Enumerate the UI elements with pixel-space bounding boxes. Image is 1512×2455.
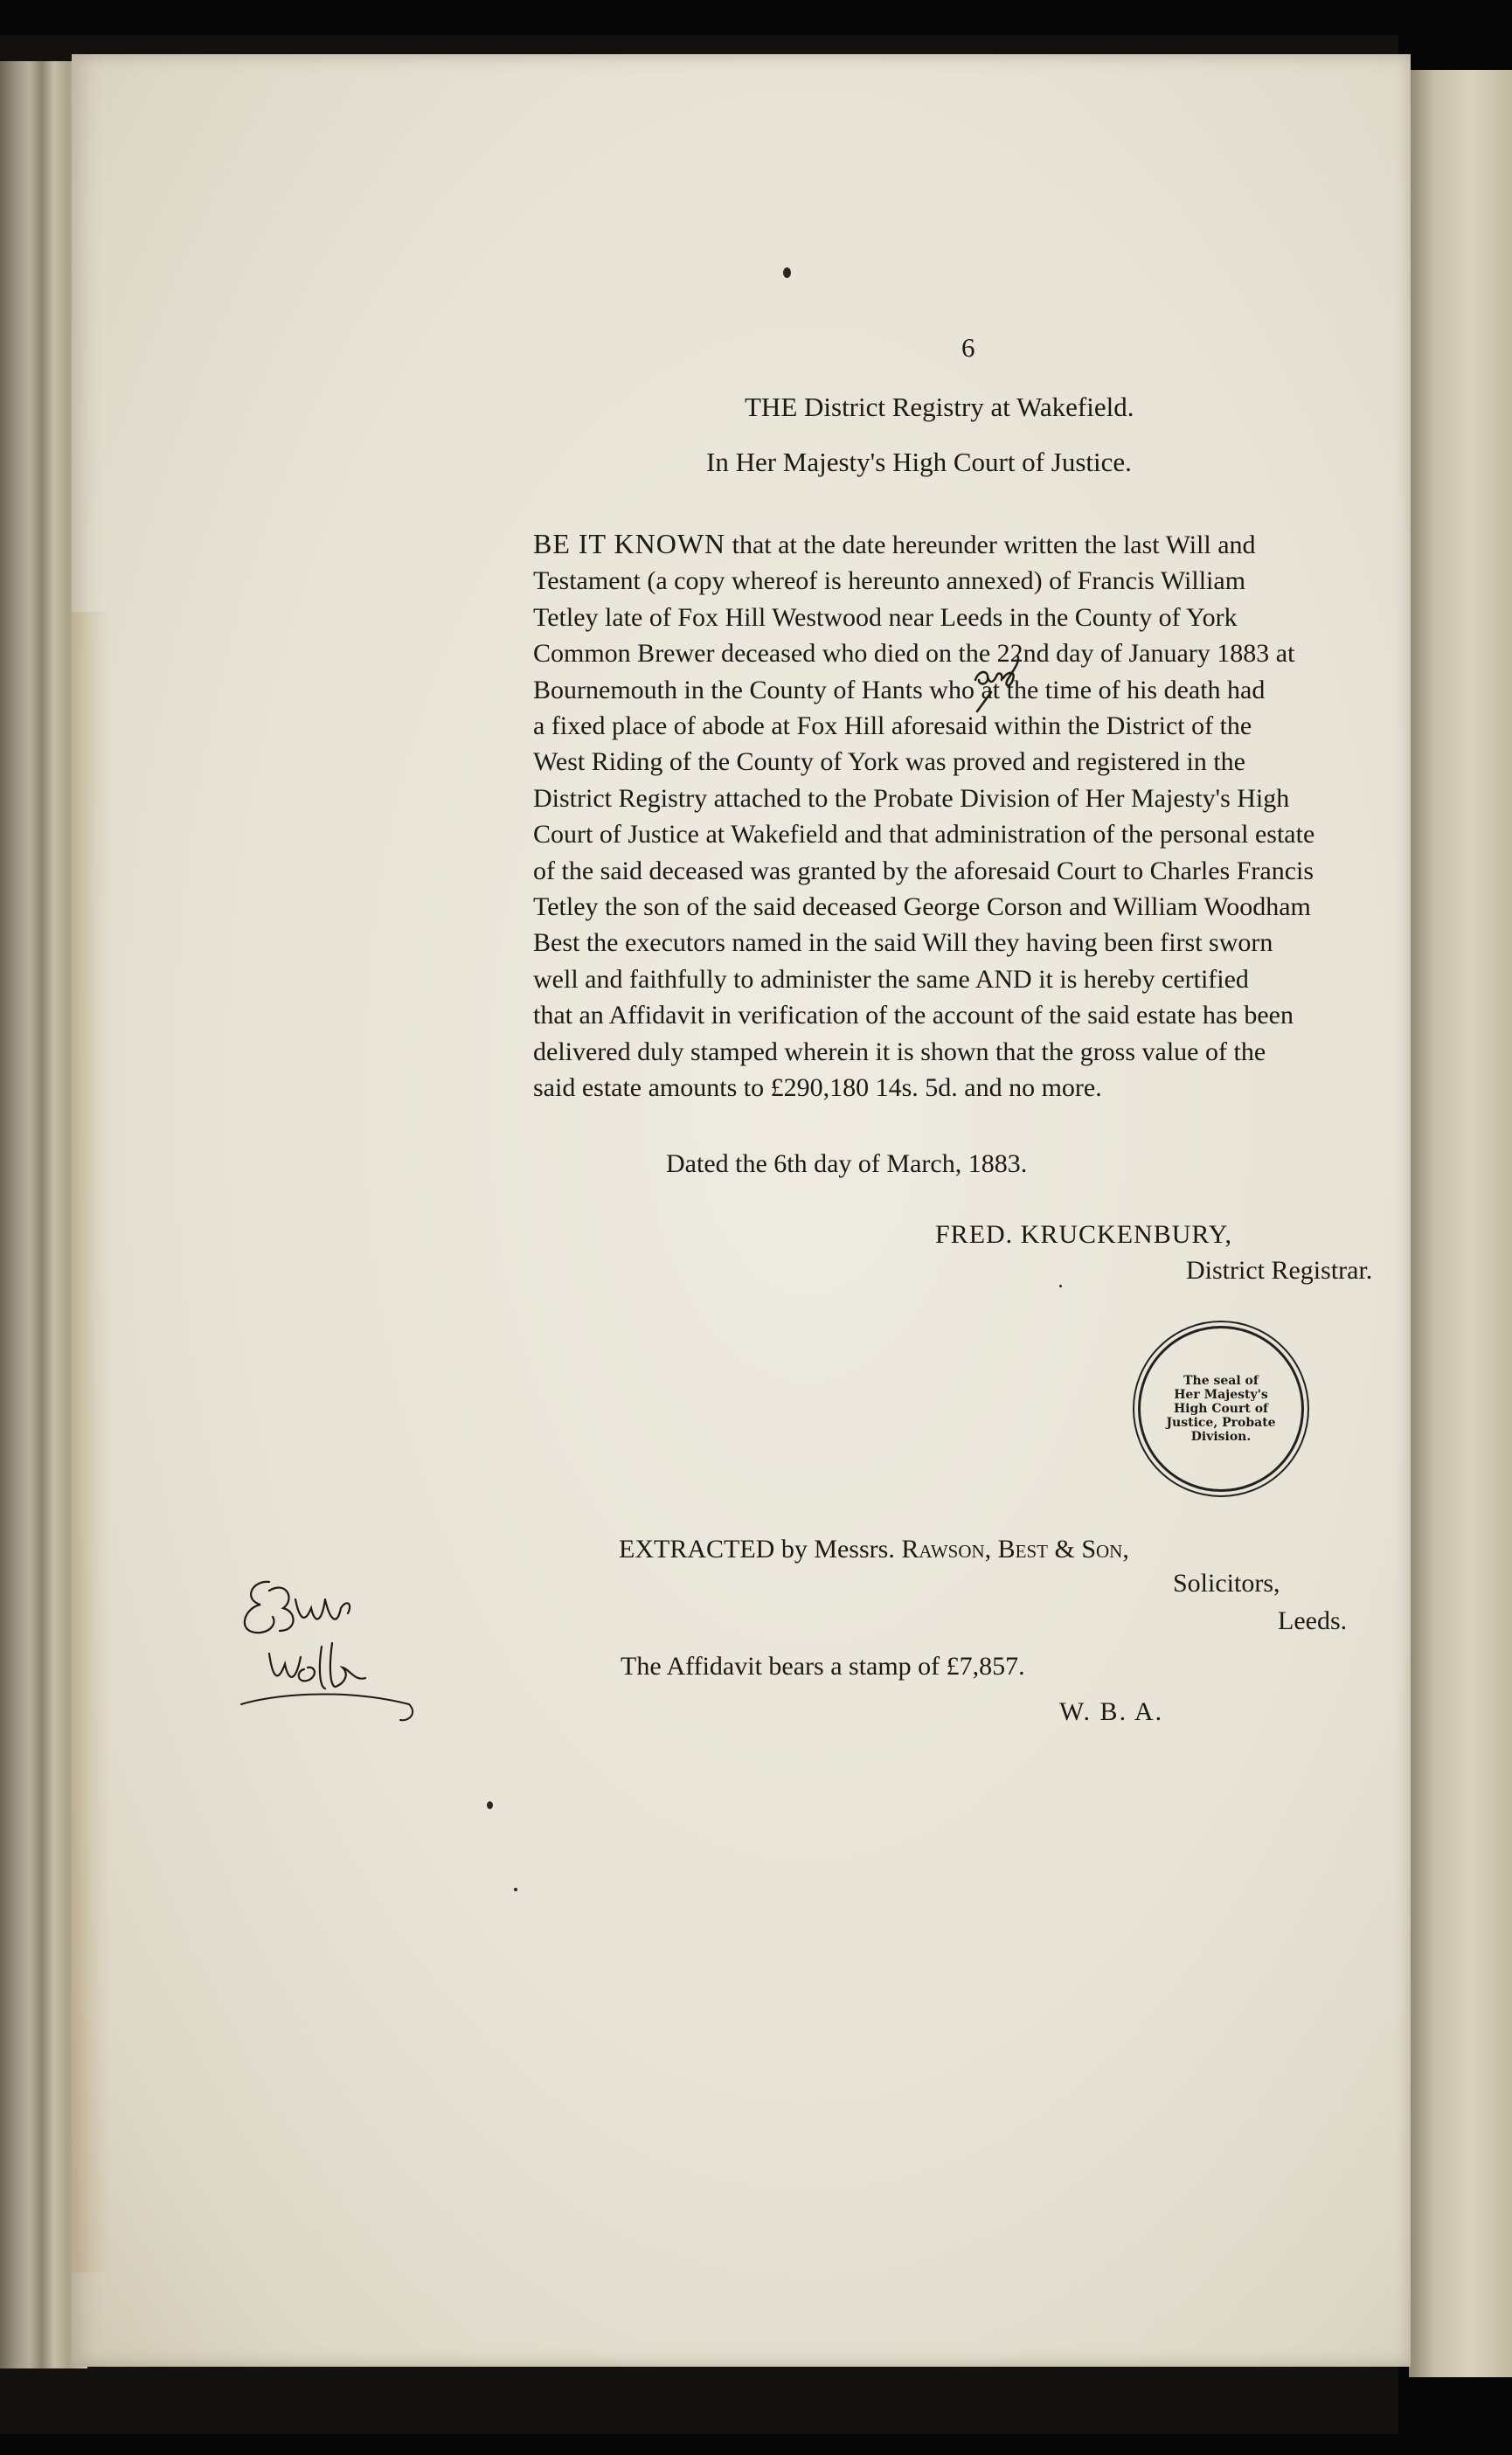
body-line: Court of Justice at Wakefield and that administration of the personal estate xyxy=(533,820,1315,850)
body-line: Tetley late of Fox Hill Westwood near Leeds in the County of York xyxy=(533,602,1238,632)
body-line: West Riding of the County of York was proved and registered in the xyxy=(533,747,1245,777)
body-line: Bournemouth in the County of Hants who at the time of his death had xyxy=(533,675,1266,704)
printed-initials: W. B. A. xyxy=(1059,1697,1164,1726)
body-line: Best the executors named in the said Will they having been first sworn xyxy=(533,928,1273,958)
probate-body xyxy=(533,526,1407,1106)
body-line: Common Brewer deceased who died on the 22nd day of January 1883 at xyxy=(533,639,1295,669)
ink-speck xyxy=(514,1888,517,1891)
body-line: Testament (a copy whereof is hereunto annexed) of Francis William xyxy=(533,566,1246,596)
body-line: that an Affidavit in verification of the account of the said estate has been xyxy=(533,1001,1294,1030)
body-line-1: BE IT KNOWN that at the date hereunder written the last Will and xyxy=(533,528,1256,559)
affidavit-stamp-line: The Affidavit bears a stamp of £7,857. xyxy=(621,1652,1025,1681)
page-number: 6 xyxy=(961,332,975,363)
extracted-line: EXTRACTED by Messrs. Rawson, Best & Son, xyxy=(619,1535,1129,1564)
seal-text: The seal of Her Majesty's High Court of Justice, Probate Division. xyxy=(1138,1326,1304,1492)
solicitors-place: Leeds. xyxy=(1278,1606,1348,1635)
registrar-title: District Registrar. xyxy=(1186,1256,1373,1285)
facing-page-edge xyxy=(1409,70,1512,2377)
handwritten-insert-and xyxy=(968,654,1030,715)
body-line: of the said deceased was granted by the aforesaid Court to Charles Francis xyxy=(533,856,1314,885)
document-page xyxy=(72,54,1411,2367)
registrar-name: FRED. KRUCKENBURY, xyxy=(935,1220,1233,1249)
court-heading: In Her Majesty's High Court of Justice. xyxy=(706,447,1132,477)
body-line: District Registry attached to the Probate Division of Her Majesty's High xyxy=(533,783,1290,813)
body-line: said estate amounts to £290,180 14s. 5d. and no more. xyxy=(533,1073,1102,1103)
handwritten-margin-initials xyxy=(234,1573,418,1730)
ink-speck xyxy=(1059,1285,1062,1287)
registry-heading: THE District Registry at Wakefield. xyxy=(745,392,1134,422)
body-line: delivered duly stamped wherein it is shown that the gross value of the xyxy=(533,1037,1266,1066)
dated-line: Dated the 6th day of March, 1883. xyxy=(666,1149,1028,1178)
body-line: Tetley the son of the said deceased George Corson and William Woodham xyxy=(533,892,1311,922)
body-line: a fixed place of abode at Fox Hill aforesaid within the District of the xyxy=(533,711,1252,741)
court-seal xyxy=(1133,1321,1309,1497)
solicitors-label: Solicitors, xyxy=(1173,1569,1280,1598)
ink-speck xyxy=(487,1801,493,1809)
be-it-known-lead: BE IT KNOWN xyxy=(533,528,726,559)
ink-speck xyxy=(783,267,791,278)
gutter-stain xyxy=(72,612,110,2272)
body-line: well and faithfully to administer the same AND it is hereby certified xyxy=(533,964,1249,994)
solicitor-firm: Rawson, Best & Son, xyxy=(901,1535,1129,1564)
